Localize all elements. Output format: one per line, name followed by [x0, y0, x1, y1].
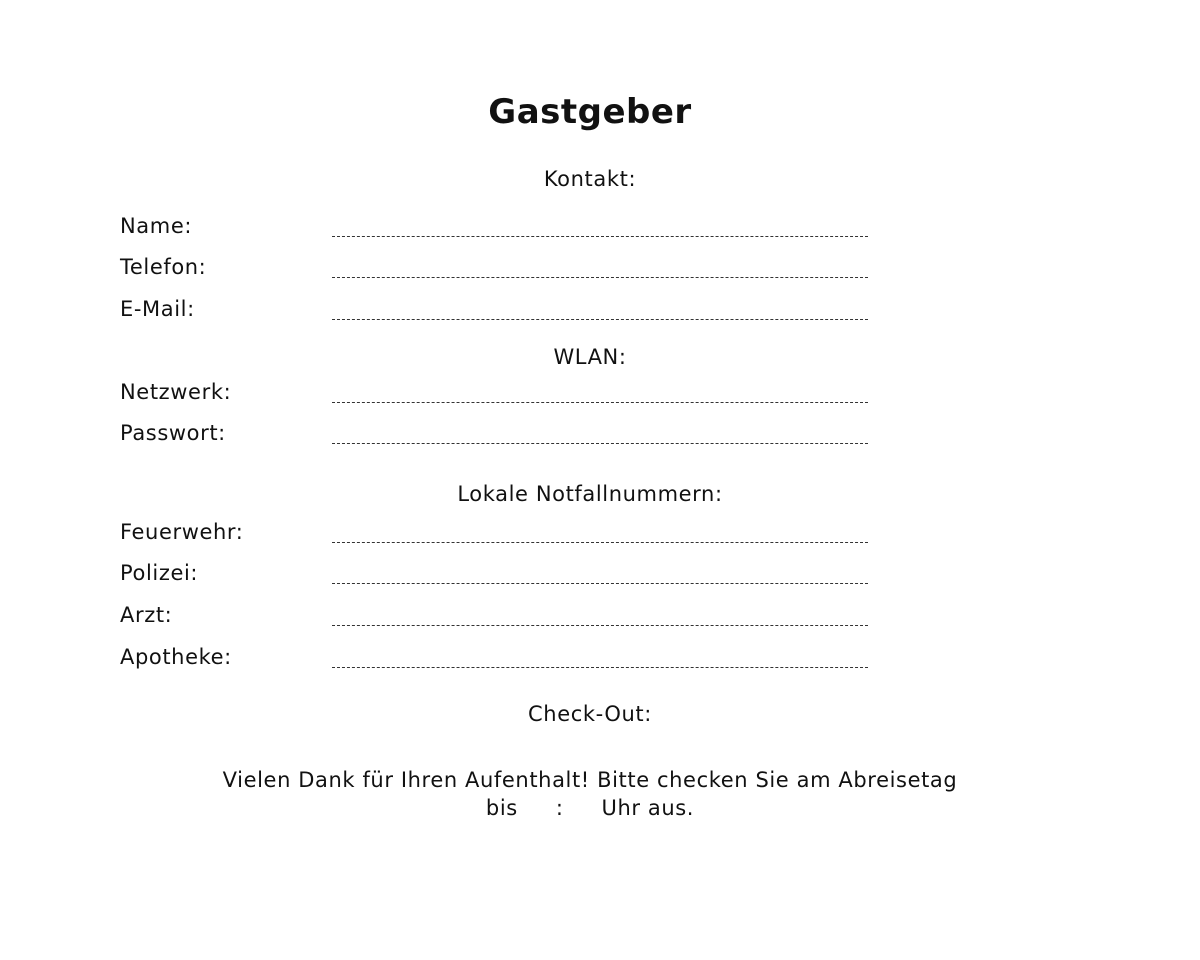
netzwerk-label: Netzwerk:: [120, 380, 232, 404]
polizei-label: Polizei:: [120, 561, 199, 585]
passwort-fill-line[interactable]: [332, 443, 868, 444]
notfall-heading: Lokale Notfallnummern:: [457, 482, 723, 506]
checkout-colon: :: [555, 796, 564, 820]
name-fill-line[interactable]: [332, 236, 868, 237]
name-label: Name:: [120, 214, 193, 238]
telefon-label: Telefon:: [120, 255, 207, 279]
arzt-fill-line[interactable]: [332, 625, 868, 626]
page-title: Gastgeber: [488, 92, 692, 132]
checkout-suffix: Uhr aus.: [601, 796, 695, 820]
telefon-fill-line[interactable]: [332, 277, 868, 278]
checkout-message: [0, 766, 1180, 822]
telefon-row: [120, 255, 870, 285]
kontakt-heading: Kontakt:: [543, 167, 637, 191]
apotheke-label: Apotheke:: [120, 645, 232, 669]
feuerwehr-label: Feuerwehr:: [120, 520, 244, 544]
feuerwehr-row: [120, 520, 870, 550]
polizei-fill-line[interactable]: [332, 583, 868, 584]
checkout-bis: bis: [485, 796, 518, 820]
feuerwehr-fill-line[interactable]: [332, 542, 868, 543]
passwort-label: Passwort:: [120, 421, 226, 445]
netzwerk-fill-line[interactable]: [332, 402, 868, 403]
netzwerk-row: [120, 380, 870, 410]
name-row: [120, 214, 870, 244]
apotheke-row: [120, 645, 870, 675]
arzt-row: [120, 603, 870, 633]
checkout-heading: Check-Out:: [528, 702, 652, 726]
polizei-row: [120, 561, 870, 591]
checkout-line2: [0, 794, 1180, 822]
email-label: E-Mail:: [120, 297, 195, 321]
passwort-row: [120, 421, 870, 451]
email-fill-line[interactable]: [332, 319, 868, 320]
wlan-heading: WLAN:: [553, 345, 627, 369]
apotheke-fill-line[interactable]: [332, 667, 868, 668]
checkout-line1: Vielen Dank für Ihren Aufenthalt! Bitte checken Sie am Abreisetag: [222, 768, 958, 792]
arzt-label: Arzt:: [120, 603, 173, 627]
email-row: [120, 297, 870, 327]
